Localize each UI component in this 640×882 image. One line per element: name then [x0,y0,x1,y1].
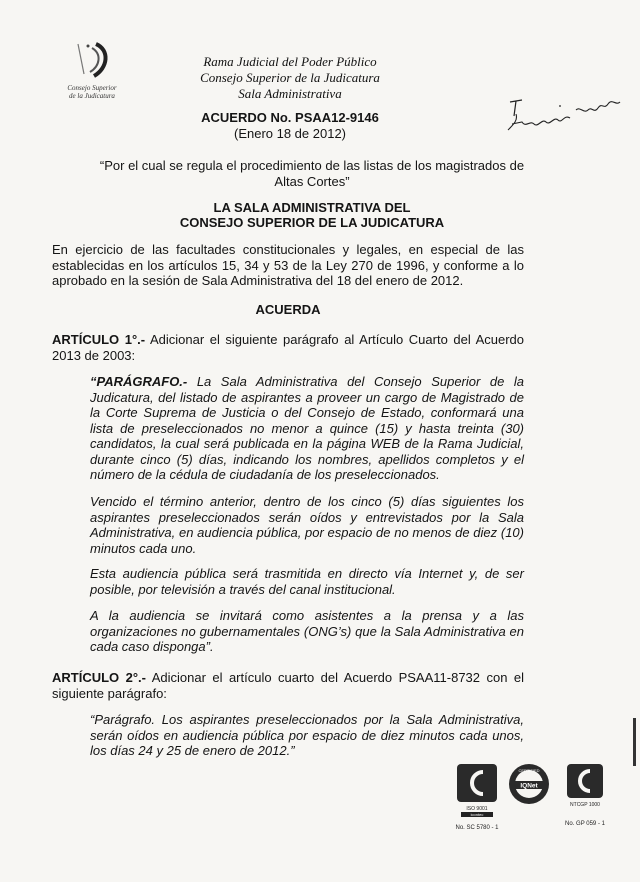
article-2 [52,670,524,701]
iqnet-certification-icon [507,762,551,806]
paragrafo-paragraph-1 [90,374,524,483]
handwritten-signature [500,84,628,144]
paragrafo-text: La Sala Administrativa del Consejo Superior de la Judicatura, del listado de aspirantes a proveer un cargo de Magistrado de la Corte Suprema de Justicia o del Consejo de Estado, conformará una lista de preseleccionados no menor a quince (15) y hasta treinta (30) candidatos, la cual será publicada en la página WEB de la Rama Judicial, durante cinco (5) días, indicando los nombres, apellidos completos y el número de la cédula de ciudadanía de los preseleccionados. [90,374,524,482]
icontec-text: icontec [470,812,484,817]
acuerdo-number: ACUERDO No. PSAA12-9146 [201,110,379,125]
article-2-text: Adicionar el artículo cuarto del Acuerdo PSAA11-8732 con el siguiente parágrafo: [52,670,524,701]
scan-edge-mark [633,718,636,766]
cert-caption: No. GP 059 - 1 [565,821,605,827]
ntcgp-badge-text: NTCGP 1000 [570,802,600,808]
logo-text-line: Consejo Superior [67,84,117,92]
iqnet-seal [506,762,552,811]
judicature-logo [62,40,122,110]
intro-paragraph: En ejercicio de las facultades constitucionales y legales, en especial de las establecidas en los artículos 15, 34 y 53 de la Ley 270 de 1996, y conforme a lo aprobado en la sesión de Sala Administrativa del 18 del enero de 2012. [52,242,524,288]
paragrafo-2: “Parágrafo. Los aspirantes preseleccionados por la Sala Administrativa, serán oídos en audiencia pública por espacio de diez minutos cada unos, los días 24 y 25 de enero de 2012.” [90,712,524,758]
paragrafo-lead: “PARÁGRAFO.- [90,374,188,389]
cert-caption: No. SC 5780 - 1 [455,825,499,831]
article-1-text: Adicionar el siguiente parágrafo al Artículo Cuarto del Acuerdo 2013 de 2003: [52,332,524,363]
acuerda-heading: ACUERDA [255,302,321,317]
letterhead-line: Consejo Superior de la Judicatura [200,70,380,85]
acuerdo-date: (Enero 18 de 2012) [233,126,347,141]
letterhead-line: Rama Judicial del Poder Público [203,54,377,69]
sala-heading: CONSEJO SUPERIOR DE LA JUDICATURA [179,215,445,230]
acuerdo-subtitle: “Por el cual se regula el procedimiento de las listas de los magistrados de Altas Cortes” [99,158,525,189]
article-1 [52,332,524,363]
iqnet-sub-text: CERTIFIED [518,768,540,773]
iqnet-badge-text: IQNet [520,782,538,790]
paragrafo-paragraph-3: Esta audiencia pública será trasmitida en directo vía Internet y, de ser posible, por televisión a través del canal institucional. [90,566,524,597]
logo-text-line: de la Judicatura [69,92,115,100]
article-1-label: ARTÍCULO 1°.- [52,332,146,347]
iso-badge-text: ISO 9001 [466,806,488,812]
iso-certification-icon [455,762,499,818]
article-2-label: ARTÍCULO 2°.- [52,670,146,685]
iso-9001-seal [452,762,502,831]
sala-heading: LA SALA ADMINISTRATIVA DEL [213,200,411,215]
ntcgp-1000-seal [560,762,610,827]
letterhead-line: Sala Administrativa [238,86,342,101]
paragrafo-paragraph-2: Vencido el término anterior, dentro de los cinco (5) días siguientes los aspirantes preseleccionados serán oídos y entrevistados por la Sala Administrativa, en audiencia pública, por espacio de no menos de diez (10) minutos cada uno. [90,494,524,556]
logo-emblem-icon [70,40,114,82]
ntcgp-certification-icon [563,762,607,814]
paragrafo-paragraph-4: A la audiencia se invitará como asistentes a la prensa y a las organizaciones no gubernamentales (ONG’s) que la Sala Administrativa en cada caso disponga”. [90,608,524,654]
